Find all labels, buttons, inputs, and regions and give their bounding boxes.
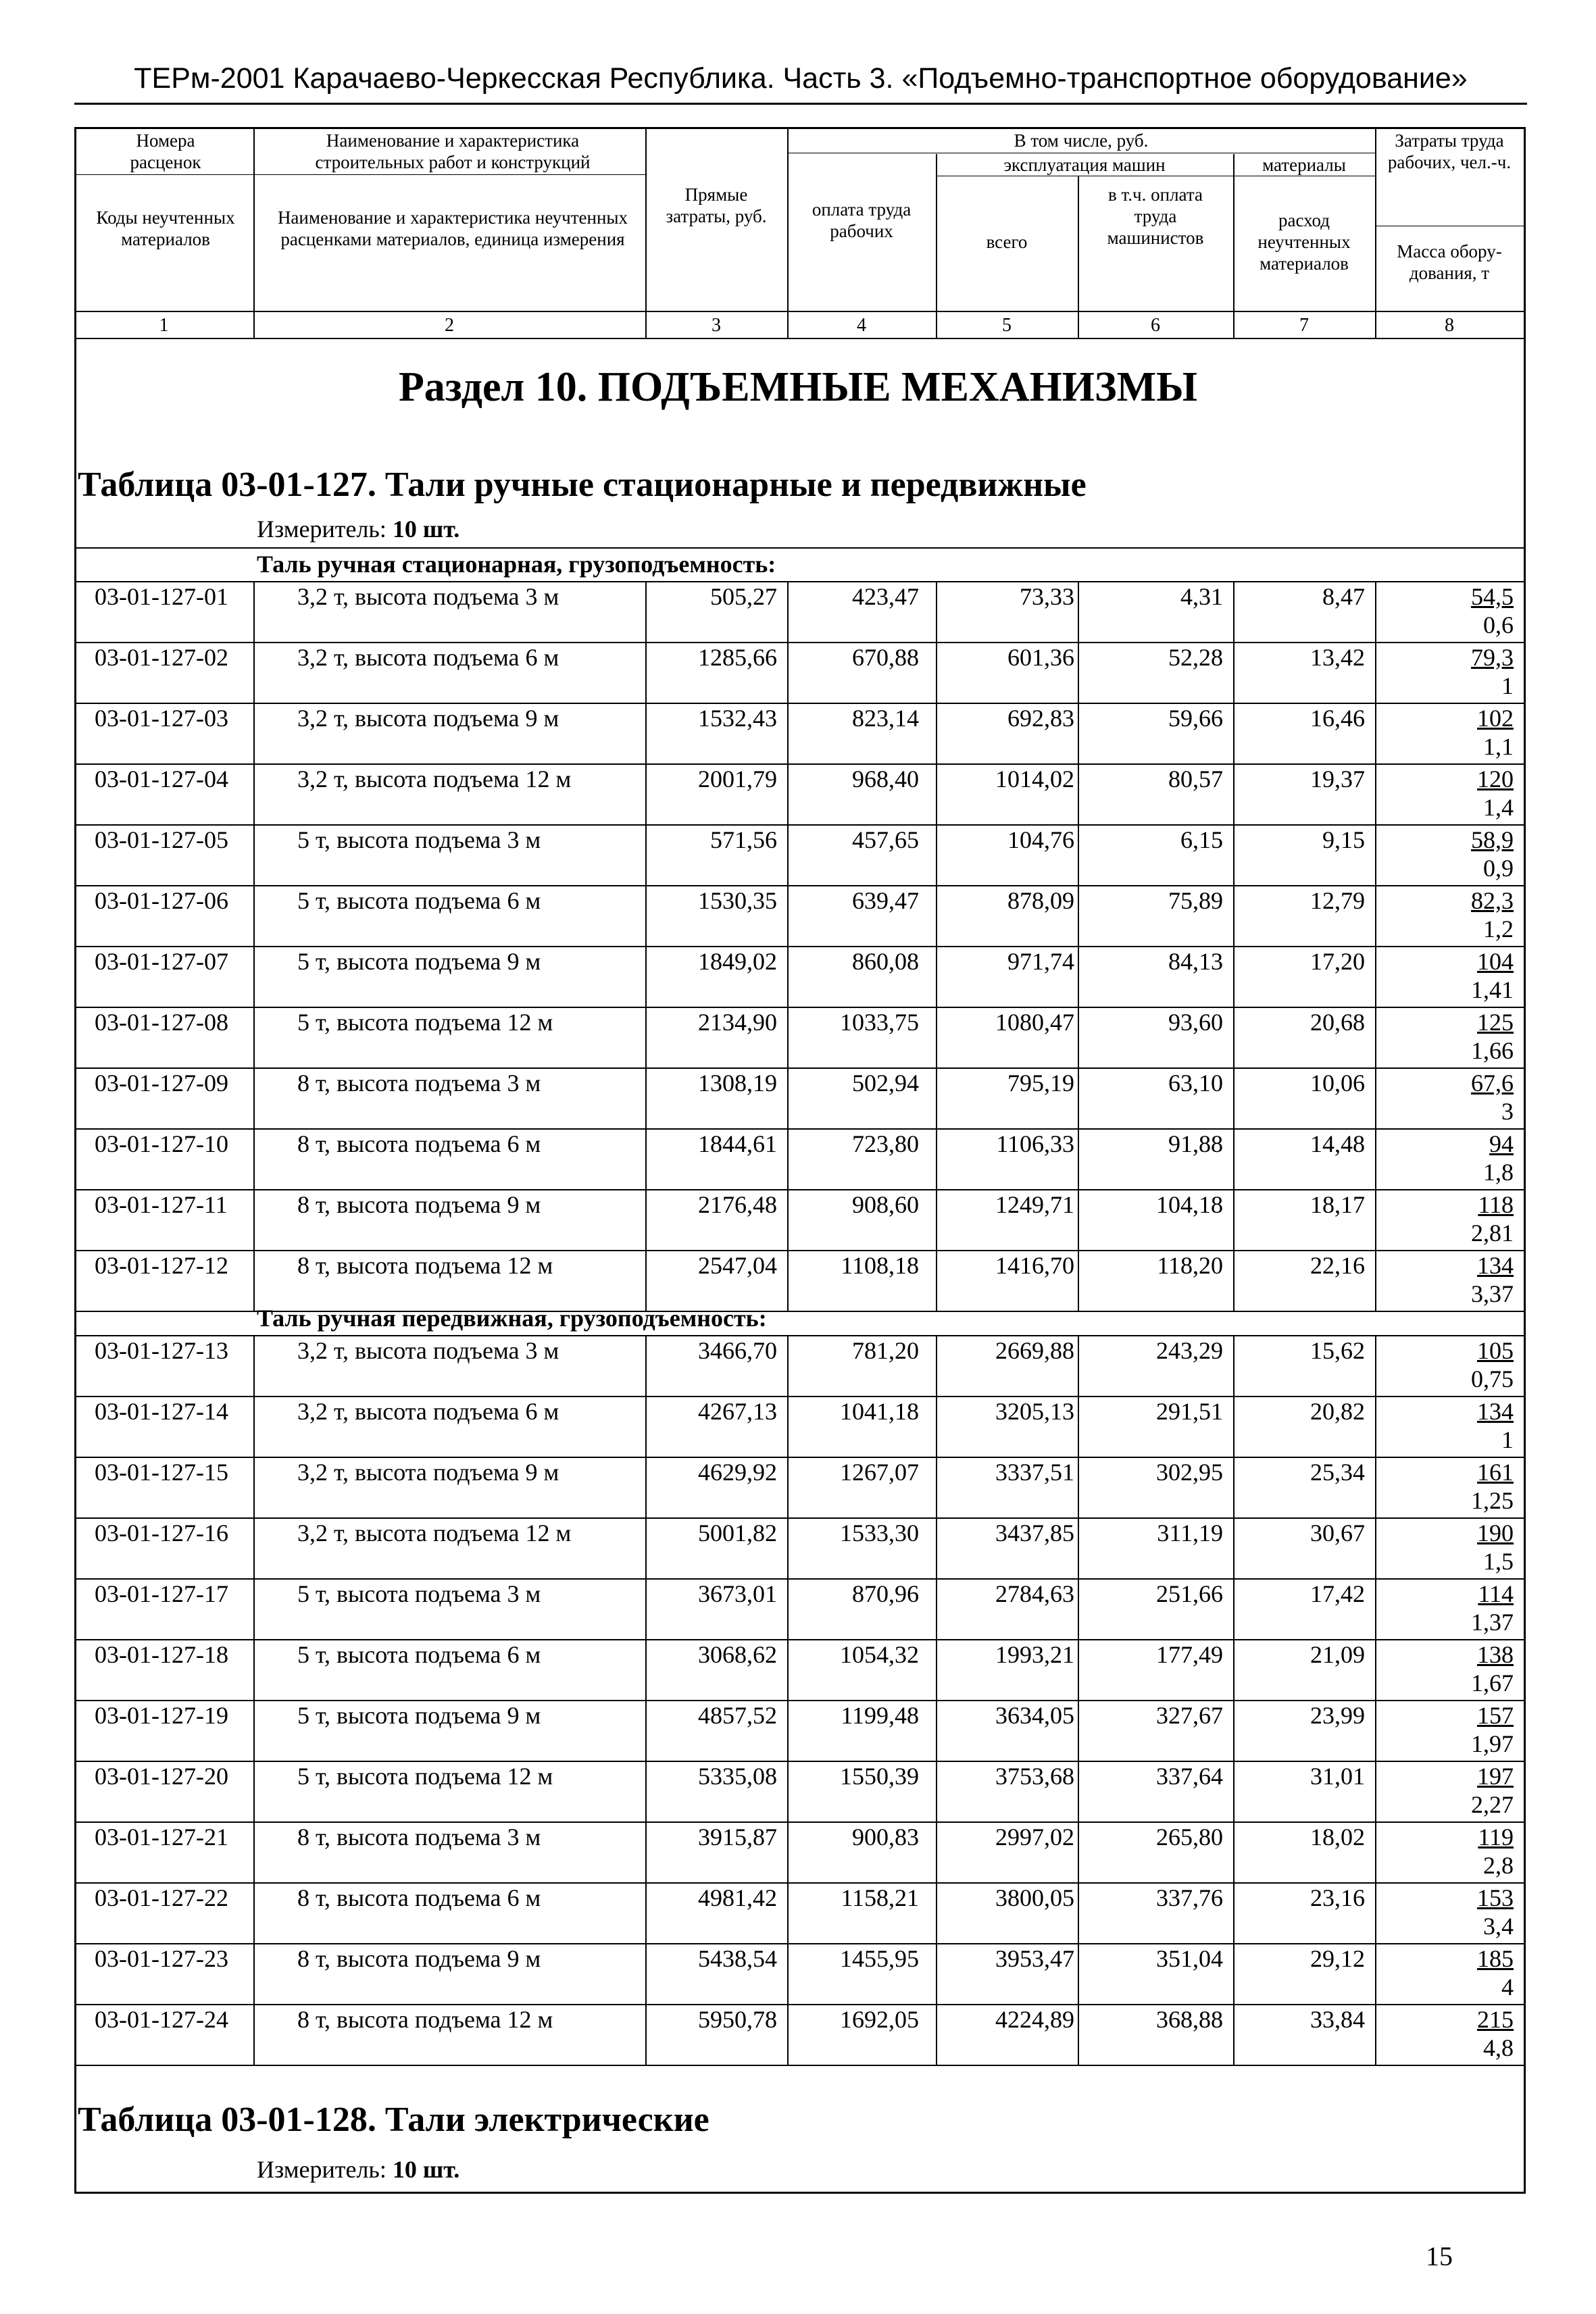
row-machinists-pay: 52,28 (1168, 644, 1223, 671)
row-code: 03-01-127-05 (95, 826, 228, 853)
page-number: 15 (1426, 2241, 1453, 2271)
row-code: 03-01-127-12 (95, 1252, 228, 1279)
row-name: 5 т, высота подъема 3 м (297, 1580, 541, 1607)
group-title: Таль ручная передвижная, грузоподъемность: (257, 1305, 767, 1332)
table-title: Таблица 03-01-127. Тали ручные стационарные и передвижные (78, 466, 1087, 504)
row-equipment-mass: 0,75 (1471, 1365, 1514, 1392)
row-labor-pay: 1692,05 (840, 2006, 919, 2033)
row-code: 03-01-127-19 (95, 1702, 228, 1729)
row-machinists-pay: 4,31 (1180, 583, 1223, 610)
row-labor-pay: 502,94 (852, 1070, 919, 1097)
row-labor-hours: 104 (1477, 948, 1514, 975)
col1-header-top: Номера расценок (130, 130, 201, 172)
row-machines-total: 971,74 (1007, 948, 1074, 975)
row-equipment-mass: 4 (1501, 1973, 1514, 2001)
row-name: 5 т, высота подъема 12 м (297, 1763, 553, 1790)
row-direct-costs: 1844,61 (698, 1130, 777, 1157)
row-name: 3,2 т, высота подъема 6 м (297, 1398, 559, 1425)
row-materials: 33,84 (1310, 2006, 1365, 2033)
row-equipment-mass: 1,41 (1471, 976, 1514, 1003)
row-labor-pay: 860,08 (852, 948, 919, 975)
row-machinists-pay: 302,95 (1156, 1459, 1223, 1486)
row-direct-costs: 3068,62 (698, 1641, 777, 1668)
header-divider (253, 174, 645, 175)
col-number: 3 (712, 315, 721, 336)
col-number: 2 (445, 315, 454, 336)
row-materials: 17,20 (1310, 948, 1365, 975)
row-direct-costs: 3466,70 (698, 1337, 777, 1364)
row-name: 8 т, высота подъема 9 м (297, 1945, 541, 1972)
row-direct-costs: 2547,04 (698, 1252, 777, 1279)
row-machines-total: 3800,05 (995, 1884, 1074, 1911)
row-equipment-mass: 1,25 (1471, 1487, 1514, 1514)
col-number: 4 (857, 315, 866, 336)
row-name: 3,2 т, высота подъема 9 м (297, 1459, 559, 1486)
row-materials: 30,67 (1310, 1519, 1365, 1546)
row-equipment-mass: 1,5 (1483, 1548, 1514, 1575)
row-materials: 18,02 (1310, 1823, 1365, 1851)
row-machinists-pay: 104,18 (1156, 1191, 1223, 1218)
row-name: 5 т, высота подъема 9 м (297, 1702, 541, 1729)
row-equipment-mass: 3 (1501, 1098, 1514, 1125)
col-number: 6 (1151, 315, 1160, 336)
row-code: 03-01-127-04 (95, 765, 228, 793)
row-direct-costs: 571,56 (710, 826, 777, 853)
row-equipment-mass: 2,27 (1471, 1791, 1514, 1818)
row-machines-total: 2669,88 (995, 1337, 1074, 1364)
row-materials: 15,62 (1310, 1337, 1365, 1364)
row-name: 5 т, высота подъема 12 м (297, 1009, 553, 1036)
row-name: 3,2 т, высота подъема 12 м (297, 765, 572, 793)
row-labor-pay: 723,80 (852, 1130, 919, 1157)
row-machines-total: 104,76 (1007, 826, 1074, 853)
row-machines-total: 4224,89 (995, 2006, 1074, 2033)
row-labor-pay: 823,14 (852, 705, 919, 732)
row-code: 03-01-127-03 (95, 705, 228, 732)
row-machinists-pay: 368,88 (1156, 2006, 1223, 2033)
row-labor-pay: 1041,18 (840, 1398, 919, 1425)
row-machines-total: 1014,02 (995, 765, 1074, 793)
row-name: 8 т, высота подъема 12 м (297, 1252, 553, 1279)
row-labor-hours: 138 (1477, 1641, 1514, 1668)
row-name: 3,2 т, высота подъема 12 м (297, 1519, 572, 1546)
row-equipment-mass: 3,37 (1471, 1280, 1514, 1307)
row-equipment-mass: 0,9 (1483, 855, 1514, 882)
row-machinists-pay: 337,76 (1156, 1884, 1223, 1911)
row-labor-hours: 102 (1477, 705, 1514, 732)
row-code: 03-01-127-10 (95, 1130, 228, 1157)
row-machinists-pay: 93,60 (1168, 1009, 1223, 1036)
row-name: 8 т, высота подъема 3 м (297, 1823, 541, 1851)
row-equipment-mass: 2,81 (1471, 1219, 1514, 1247)
page-header: ТЕРм-2001 Карачаево-Черкесская Республика. Часть 3. «Подъемно-транспортное оборудование» (134, 62, 1468, 95)
row-direct-costs: 5950,78 (698, 2006, 777, 2033)
row-labor-hours: 197 (1477, 1763, 1514, 1790)
row-equipment-mass: 1,1 (1483, 733, 1514, 760)
row-direct-costs: 505,27 (710, 583, 777, 610)
row-machinists-pay: 84,13 (1168, 948, 1223, 975)
row-direct-costs: 2134,90 (698, 1009, 777, 1036)
row-equipment-mass: 1,97 (1471, 1730, 1514, 1757)
row-materials: 20,68 (1310, 1009, 1365, 1036)
row-machines-total: 1993,21 (995, 1641, 1074, 1668)
row-materials: 13,42 (1310, 644, 1365, 671)
header-divider (936, 154, 937, 311)
row-machinists-pay: 243,29 (1156, 1337, 1223, 1364)
row-code: 03-01-127-22 (95, 1884, 228, 1911)
row-name: 8 т, высота подъема 12 м (297, 2006, 553, 2033)
meter-value: 10 шт. (392, 2156, 460, 2183)
row-labor-hours: 134 (1477, 1398, 1514, 1425)
row-code: 03-01-127-11 (95, 1191, 228, 1218)
row-code: 03-01-127-16 (95, 1519, 228, 1546)
header-divider (74, 174, 253, 175)
row-direct-costs: 2001,79 (698, 765, 777, 793)
header-divider (1078, 176, 1079, 311)
row-materials: 9,15 (1322, 826, 1365, 853)
row-labor-hours: 157 (1477, 1702, 1514, 1729)
row-code: 03-01-127-17 (95, 1580, 228, 1607)
row-machines-total: 1416,70 (995, 1252, 1074, 1279)
row-materials: 23,99 (1310, 1702, 1365, 1729)
meter-label: Измеритель: (257, 2156, 386, 2183)
row-labor-hours: 215 (1477, 2006, 1514, 2033)
row-materials: 8,47 (1322, 583, 1365, 610)
col1-header-bottom: Коды неучтенных материалов (96, 207, 235, 249)
row-labor-hours: 120 (1477, 765, 1514, 793)
row-machinists-pay: 291,51 (1156, 1398, 1223, 1425)
row-code: 03-01-127-09 (95, 1070, 228, 1097)
row-machinists-pay: 75,89 (1168, 887, 1223, 914)
group-title: Таль ручная стационарная, грузоподъемность: (257, 551, 776, 578)
header-divider (645, 127, 647, 311)
row-code: 03-01-127-06 (95, 887, 228, 914)
row-name: 5 т, высота подъема 9 м (297, 948, 541, 975)
machines-header: эксплуатация машин (1003, 155, 1166, 175)
row-materials: 25,34 (1310, 1459, 1365, 1486)
row-labor-hours: 114 (1478, 1580, 1514, 1607)
header-divider (74, 311, 1524, 312)
row-machines-total: 1106,33 (996, 1130, 1074, 1157)
row-machines-total: 878,09 (1007, 887, 1074, 914)
row-name: 3,2 т, высота подъема 6 м (297, 644, 559, 671)
meter-value: 10 шт. (392, 515, 460, 543)
header-divider (1233, 154, 1235, 311)
col8-header-top: Затраты труда рабочих, чел.-ч. (1387, 130, 1512, 172)
col-number: 8 (1445, 315, 1454, 336)
row-labor-pay: 908,60 (852, 1191, 919, 1218)
row-equipment-mass: 2,8 (1483, 1852, 1514, 1879)
row-labor-pay: 423,47 (852, 583, 919, 610)
row-machines-total: 3634,05 (995, 1702, 1074, 1729)
row-code: 03-01-127-24 (95, 2006, 228, 2033)
table-title: Таблица 03-01-128. Тали электрические (78, 2101, 709, 2139)
row-labor-pay: 1054,32 (840, 1641, 919, 1668)
row-labor-hours: 119 (1478, 1823, 1514, 1851)
row-labor-hours: 161 (1477, 1459, 1514, 1486)
row-materials: 31,01 (1310, 1763, 1365, 1790)
row-labor-hours: 79,3 (1471, 644, 1514, 671)
header-divider (787, 127, 789, 311)
row-labor-hours: 185 (1477, 1945, 1514, 1972)
col2-header-top: Наименование и характеристика строительных работ и конструкций (315, 130, 591, 172)
row-direct-costs: 3915,87 (698, 1823, 777, 1851)
header-rule (74, 103, 1527, 105)
row-machines-total: 3437,85 (995, 1519, 1074, 1546)
row-labor-pay: 670,88 (852, 644, 919, 671)
row-machinists-pay: 80,57 (1168, 765, 1223, 793)
row-code: 03-01-127-02 (95, 644, 228, 671)
col3-header: Прямые затраты, руб. (666, 184, 767, 226)
row-materials: 16,46 (1310, 705, 1365, 732)
incl-header: В том числе, руб. (1014, 130, 1149, 151)
row-machinists-pay: 327,67 (1156, 1702, 1223, 1729)
row-materials: 17,42 (1310, 1580, 1365, 1607)
row-materials: 23,16 (1310, 1884, 1365, 1911)
row-name: 5 т, высота подъема 6 м (297, 1641, 541, 1668)
row-machines-total: 1249,71 (995, 1191, 1074, 1218)
row-code: 03-01-127-01 (95, 583, 228, 610)
row-machinists-pay: 59,66 (1168, 705, 1223, 732)
row-direct-costs: 1849,02 (698, 948, 777, 975)
row-machines-total: 3205,13 (995, 1398, 1074, 1425)
materials-header: материалы (1262, 155, 1346, 175)
row-name: 5 т, высота подъема 6 м (297, 887, 541, 914)
row-code: 03-01-127-15 (95, 1459, 228, 1486)
row-machines-total: 3953,47 (995, 1945, 1074, 1972)
col8-header-bottom: Масса обору- дования, т (1397, 241, 1502, 283)
row-direct-costs: 2176,48 (698, 1191, 777, 1218)
meter-label: Измеритель: (257, 515, 386, 543)
row-labor-pay: 968,40 (852, 765, 919, 793)
row-labor-hours: 153 (1477, 1884, 1514, 1911)
row-materials: 14,48 (1310, 1130, 1365, 1157)
row-equipment-mass: 1,66 (1471, 1037, 1514, 1064)
row-code: 03-01-127-13 (95, 1337, 228, 1364)
header-divider (253, 127, 255, 311)
header-divider (74, 338, 1524, 339)
row-labor-hours: 58,9 (1471, 826, 1514, 853)
row-materials: 29,12 (1310, 1945, 1365, 1972)
row-labor-pay: 1033,75 (840, 1009, 919, 1036)
row-name: 8 т, высота подъема 9 м (297, 1191, 541, 1218)
row-labor-hours: 118 (1478, 1191, 1514, 1218)
row-machines-total: 3337,51 (995, 1459, 1074, 1486)
row-materials: 19,37 (1310, 765, 1365, 793)
row-labor-hours: 134 (1477, 1252, 1514, 1279)
row-machines-total: 73,33 (1020, 583, 1074, 610)
row-direct-costs: 4981,42 (698, 1884, 777, 1911)
row-machinists-pay: 63,10 (1168, 1070, 1223, 1097)
row-name: 3,2 т, высота подъема 3 м (297, 583, 559, 610)
row-code: 03-01-127-21 (95, 1823, 228, 1851)
row-code: 03-01-127-23 (95, 1945, 228, 1972)
row-labor-pay: 639,47 (852, 887, 919, 914)
header-divider (1375, 127, 1376, 311)
row-name: 3,2 т, высота подъема 3 м (297, 1337, 559, 1364)
row-machinists-pay: 265,80 (1156, 1823, 1223, 1851)
row-labor-hours: 94 (1489, 1130, 1514, 1157)
section-title: Раздел 10. ПОДЪЕМНЫЕ МЕХАНИЗМЫ (398, 364, 1198, 410)
row-machines-total: 795,19 (1007, 1070, 1074, 1097)
row-labor-pay: 781,20 (852, 1337, 919, 1364)
row-direct-costs: 5001,82 (698, 1519, 777, 1546)
row-code: 03-01-127-07 (95, 948, 228, 975)
row-equipment-mass: 0,6 (1483, 611, 1514, 638)
row-materials: 10,06 (1310, 1070, 1365, 1097)
row-materials: 20,82 (1310, 1398, 1365, 1425)
row-direct-costs: 1308,19 (698, 1070, 777, 1097)
row-labor-hours: 105 (1477, 1337, 1514, 1364)
row-equipment-mass: 4,8 (1483, 2034, 1514, 2061)
row-machinists-pay: 337,64 (1156, 1763, 1223, 1790)
col6-header: в т.ч. оплата труда машинистов (1107, 184, 1204, 248)
row-materials: 22,16 (1310, 1252, 1365, 1279)
row-labor-pay: 1267,07 (840, 1459, 919, 1486)
row-code: 03-01-127-14 (95, 1398, 228, 1425)
row-direct-costs: 5335,08 (698, 1763, 777, 1790)
row-machines-total: 3753,68 (995, 1763, 1074, 1790)
row-machinists-pay: 118,20 (1157, 1252, 1223, 1279)
row-direct-costs: 5438,54 (698, 1945, 777, 1972)
row-machinists-pay: 91,88 (1168, 1130, 1223, 1157)
col4-header: оплата труда рабочих (812, 199, 912, 241)
row-code: 03-01-127-18 (95, 1641, 228, 1668)
row-equipment-mass: 1,37 (1471, 1609, 1514, 1636)
row-direct-costs: 1530,35 (698, 887, 777, 914)
row-equipment-mass: 1 (1501, 672, 1514, 699)
row-labor-hours: 190 (1477, 1519, 1514, 1546)
row-direct-costs: 1285,66 (698, 644, 777, 671)
row-labor-pay: 1455,95 (840, 1945, 919, 1972)
row-equipment-mass: 1,67 (1471, 1669, 1514, 1696)
row-labor-pay: 1108,18 (841, 1252, 919, 1279)
row-equipment-mass: 1,2 (1483, 915, 1514, 942)
col-number: 5 (1002, 315, 1012, 336)
row-labor-pay: 870,96 (852, 1580, 919, 1607)
row-labor-hours: 54,5 (1471, 583, 1514, 610)
row-divider (74, 2065, 1524, 2066)
row-machinists-pay: 177,49 (1156, 1641, 1223, 1668)
row-name: 5 т, высота подъема 3 м (297, 826, 541, 853)
row-labor-hours: 125 (1477, 1009, 1514, 1036)
row-labor-pay: 1199,48 (841, 1702, 919, 1729)
row-direct-costs: 4267,13 (698, 1398, 777, 1425)
row-labor-pay: 1550,39 (840, 1763, 919, 1790)
col2-header-bottom: Наименование и характеристика неучтенных расценками материалов, единица измерения (277, 207, 628, 249)
row-direct-costs: 4629,92 (698, 1459, 777, 1486)
row-labor-hours: 67,6 (1471, 1070, 1514, 1097)
row-machines-total: 601,36 (1007, 644, 1074, 671)
row-code: 03-01-127-08 (95, 1009, 228, 1036)
row-name: 8 т, высота подъема 6 м (297, 1130, 541, 1157)
row-machinists-pay: 311,19 (1157, 1519, 1223, 1546)
row-labor-pay: 457,65 (852, 826, 919, 853)
row-name: 3,2 т, высота подъема 9 м (297, 705, 559, 732)
row-name: 8 т, высота подъема 6 м (297, 1884, 541, 1911)
table-meter (257, 515, 459, 543)
row-equipment-mass: 1 (1501, 1426, 1514, 1453)
row-machines-total: 692,83 (1007, 705, 1074, 732)
row-direct-costs: 1532,43 (698, 705, 777, 732)
row-materials: 18,17 (1310, 1191, 1365, 1218)
col-number: 7 (1299, 315, 1309, 336)
row-machinists-pay: 251,66 (1156, 1580, 1223, 1607)
row-direct-costs: 4857,52 (698, 1702, 777, 1729)
table-meter (257, 2155, 459, 2184)
row-machines-total: 1080,47 (995, 1009, 1074, 1036)
row-labor-pay: 1158,21 (841, 1884, 919, 1911)
row-equipment-mass: 1,8 (1483, 1159, 1514, 1186)
row-equipment-mass: 1,4 (1483, 794, 1514, 821)
row-labor-pay: 900,83 (852, 1823, 919, 1851)
row-equipment-mass: 3,4 (1483, 1913, 1514, 1940)
row-name: 8 т, высота подъема 3 м (297, 1070, 541, 1097)
row-materials: 21,09 (1310, 1641, 1365, 1668)
row-machines-total: 2997,02 (995, 1823, 1074, 1851)
row-machines-total: 2784,63 (995, 1580, 1074, 1607)
col5-header: всего (986, 232, 1028, 252)
row-divider (74, 547, 1524, 549)
row-labor-pay: 1533,30 (840, 1519, 919, 1546)
row-labor-hours: 82,3 (1471, 887, 1514, 914)
row-code: 03-01-127-20 (95, 1763, 228, 1790)
col7-header: расход неучтенных материалов (1257, 210, 1351, 274)
row-direct-costs: 3673,01 (698, 1580, 777, 1607)
row-machinists-pay: 6,15 (1180, 826, 1223, 853)
col-number: 1 (159, 315, 169, 336)
row-materials: 12,79 (1310, 887, 1365, 914)
row-machinists-pay: 351,04 (1156, 1945, 1223, 1972)
